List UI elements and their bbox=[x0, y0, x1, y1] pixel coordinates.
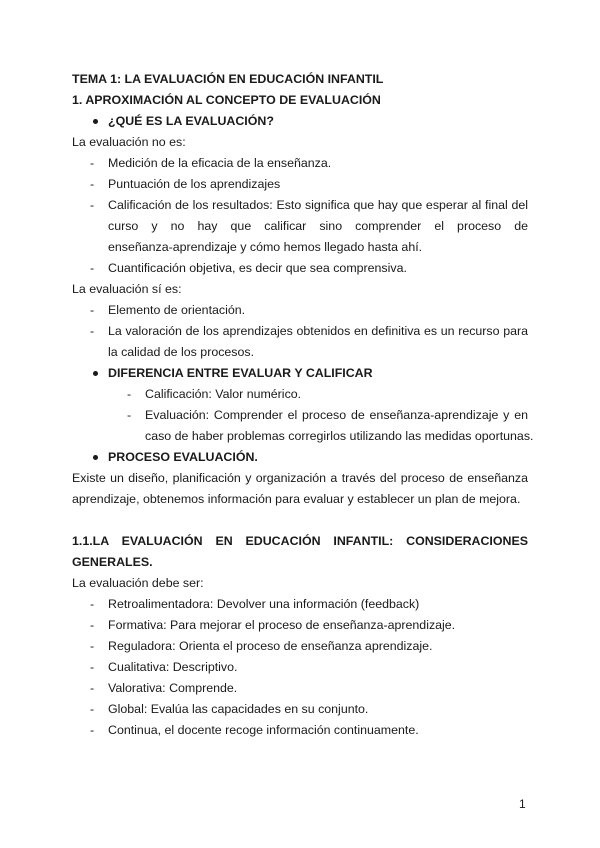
list-item: Global: Evalúa las capacidades en su conjunto. bbox=[108, 702, 369, 716]
section-1-1-heading: 1.1.LA EVALUACIÓN EN EDUCACIÓN INFANTIL: CONSIDERACIONES bbox=[72, 534, 528, 548]
list-dash: - bbox=[90, 618, 95, 632]
list-dash: - bbox=[90, 198, 95, 212]
section-1-1-heading-cont: GENERALES. bbox=[72, 555, 153, 569]
no-es-intro: La evaluación no es: bbox=[72, 135, 186, 149]
list-item-continuation: enseñanza-aprendizaje y cómo hemos llegado hasta ahí. bbox=[108, 240, 423, 254]
list-item: Retroalimentadora: Devolver una información (feedback) bbox=[108, 597, 420, 611]
list-dash: - bbox=[90, 660, 95, 674]
list-item: Cuantificación objetiva, es decir que sea comprensiva. bbox=[108, 261, 407, 275]
list-dash: - bbox=[90, 156, 95, 170]
list-dash: - bbox=[90, 324, 95, 338]
list-item: Evaluación: Comprender el proceso de enseñanza-aprendizaje y en bbox=[145, 408, 528, 422]
list-dash: - bbox=[90, 177, 95, 191]
list-dash: - bbox=[90, 681, 95, 695]
list-item-continuation: caso de haber problemas corregirlos utilizando las medidas oportunas. bbox=[145, 429, 534, 443]
list-dash: - bbox=[127, 408, 132, 422]
list-item: Calificación: Valor numérico. bbox=[145, 387, 302, 401]
list-item: Valorativa: Comprende. bbox=[108, 681, 238, 695]
list-dash: - bbox=[90, 303, 95, 317]
document-title: TEMA 1: LA EVALUACIÓN EN EDUCACIÓN INFANTIL bbox=[72, 72, 384, 86]
page-number: 1 bbox=[519, 797, 526, 811]
list-item: Cualitativa: Descriptivo. bbox=[108, 660, 238, 674]
debe-ser-intro: La evaluación debe ser: bbox=[72, 576, 204, 590]
list-dash: - bbox=[90, 261, 95, 275]
proceso-paragraph-line: aprendizaje, obtenemos información para evaluar y establecer un plan de mejora. bbox=[72, 492, 521, 506]
section-1-heading: 1. APROXIMACIÓN AL CONCEPTO DE EVALUACIÓN bbox=[72, 93, 381, 107]
list-item-continuation: curso y no hay que calificar sino comprender el proceso de bbox=[108, 219, 528, 233]
list-dash: - bbox=[90, 639, 95, 653]
list-item: Elemento de orientación. bbox=[108, 303, 246, 317]
list-dash: - bbox=[127, 387, 132, 401]
list-dash: - bbox=[90, 597, 95, 611]
si-es-intro: La evaluación sí es: bbox=[72, 282, 182, 296]
list-item: La valoración de los aprendizajes obtenidos en definitiva es un recurso para bbox=[108, 324, 528, 338]
bullet-dot-icon bbox=[93, 455, 98, 460]
question-proceso-evaluacion: PROCESO EVALUACIÓN. bbox=[108, 450, 258, 464]
list-item-continuation: la calidad de los procesos. bbox=[108, 345, 255, 359]
list-item: Puntuación de los aprendizajes bbox=[108, 177, 281, 191]
proceso-paragraph-line: Existe un diseño, planificación y organización a través del proceso de enseñanza bbox=[72, 471, 528, 485]
list-dash: - bbox=[90, 723, 95, 737]
question-evaluar-vs-calificar: DIFERENCIA ENTRE EVALUAR Y CALIFICAR bbox=[108, 366, 373, 380]
list-item: Formativa: Para mejorar el proceso de enseñanza-aprendizaje. bbox=[108, 618, 456, 632]
list-item: Continua, el docente recoge información continuamente. bbox=[108, 723, 419, 737]
list-dash: - bbox=[90, 702, 95, 716]
bullet-dot-icon bbox=[93, 119, 98, 124]
question-what-is-evaluation: ¿QUÉ ES LA EVALUACIÓN? bbox=[108, 114, 274, 128]
list-item: Calificación de los resultados: Esto significa que hay que esperar al final del bbox=[108, 198, 528, 212]
list-item: Medición de la eficacia de la enseñanza. bbox=[108, 156, 332, 170]
bullet-dot-icon bbox=[93, 371, 98, 376]
list-item: Reguladora: Orienta el proceso de enseñanza aprendizaje. bbox=[108, 639, 433, 653]
